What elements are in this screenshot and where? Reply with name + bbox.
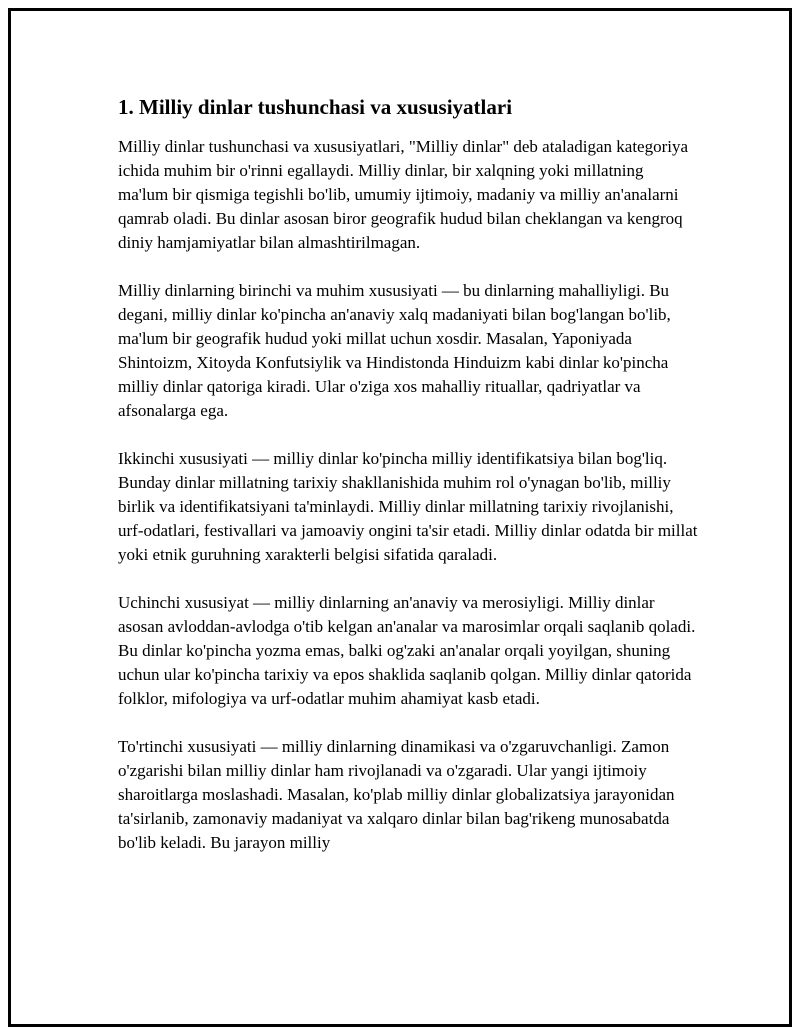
- page-frame: [8, 8, 792, 1027]
- document-title: 1. Milliy dinlar tushunchasi va xususiyatlari: [118, 95, 513, 119]
- paragraph-5: To'rtinchi xususiyati — milliy dinlarning dinamikasi va o'zgaruvchanligi. Zamon o'zgarishi bilan milliy dinlar ham rivojlanadi va o'zgaradi. Ular yangi ijtimoiy sharoitlarga moslashadi. Masalan, ko'plab milliy dinlar globalizatsiya jarayonidan ta'sirlanib, zamonaviy madaniyat va xalqaro dinlar bilan bag'rikeng munosabatda bo'lib keladi. Bu jarayon milliy: [118, 737, 675, 852]
- paragraph-1: Milliy dinlar tushunchasi va xususiyatlari, "Milliy dinlar" deb ataladigan kategoriya ichida muhim bir o'rinni egallaydi. Milliy dinlar, bir xalqning yoki millatning ma'lum bir qismiga tegishli bo'lib, umumiy ijtimoiy, madaniy va milliy an'analarni qamrab oladi. Bu dinlar asosan biror geografik hudud bilan cheklangan va kengroq diniy hamjamiyatlar bilan almashtirilmagan.: [118, 137, 689, 252]
- document-body: [118, 93, 698, 879]
- paragraph-4: Uchinchi xususiyat — milliy dinlarning an'anaviy va merosiyligi. Milliy dinlar asosan avloddan-avlodga o'tib kelgan an'analar va marosimlar orqali saqlanib qoladi. Bu dinlar ko'pincha yozma emas, balki og'zaki an'analar orqali yoyilgan, shuning uchun ular ko'pincha tarixiy va epos shaklida saqlanib qolgan. Milliy dinlar qatorida folklor, mifologiya va urf-odatlar muhim ahamiyat kasb etadi.: [118, 593, 696, 708]
- paragraph-3: Ikkinchi xususiyati — milliy dinlar ko'pincha milliy identifikatsiya bilan bog'liq. Bunday dinlar millatning tarixiy shakllanishida muhim rol o'ynagan bo'lib, milliy birlik va identifikatsiyani ta'minlaydi. Milliy dinlar millatning tarixiy rivojlanishi, urf-odatlari, festivallari va jamoaviy ongini ta'sir etadi. Milliy dinlar odatda bir millat yoki etnik guruhning xarakterli belgisi sifatida qaraladi.: [118, 449, 698, 564]
- paragraph-2: Milliy dinlarning birinchi va muhim xususiyati — bu dinlarning mahalliyligi. Bu degani, milliy dinlar ko'pincha an'anaviy xalq madaniyati bilan bog'langan bo'lib, ma'lum bir geografik hudud yoki millat uchun xosdir. Masalan, Yaponiyada Shintoizm, Xitoyda Konfutsiylik va Hindistonda Hinduizm kabi dinlar ko'pincha milliy dinlar qatoriga kiradi. Ular o'ziga xos mahalliy rituallar, qadriyatlar va afsonalarga ega.: [118, 281, 671, 420]
